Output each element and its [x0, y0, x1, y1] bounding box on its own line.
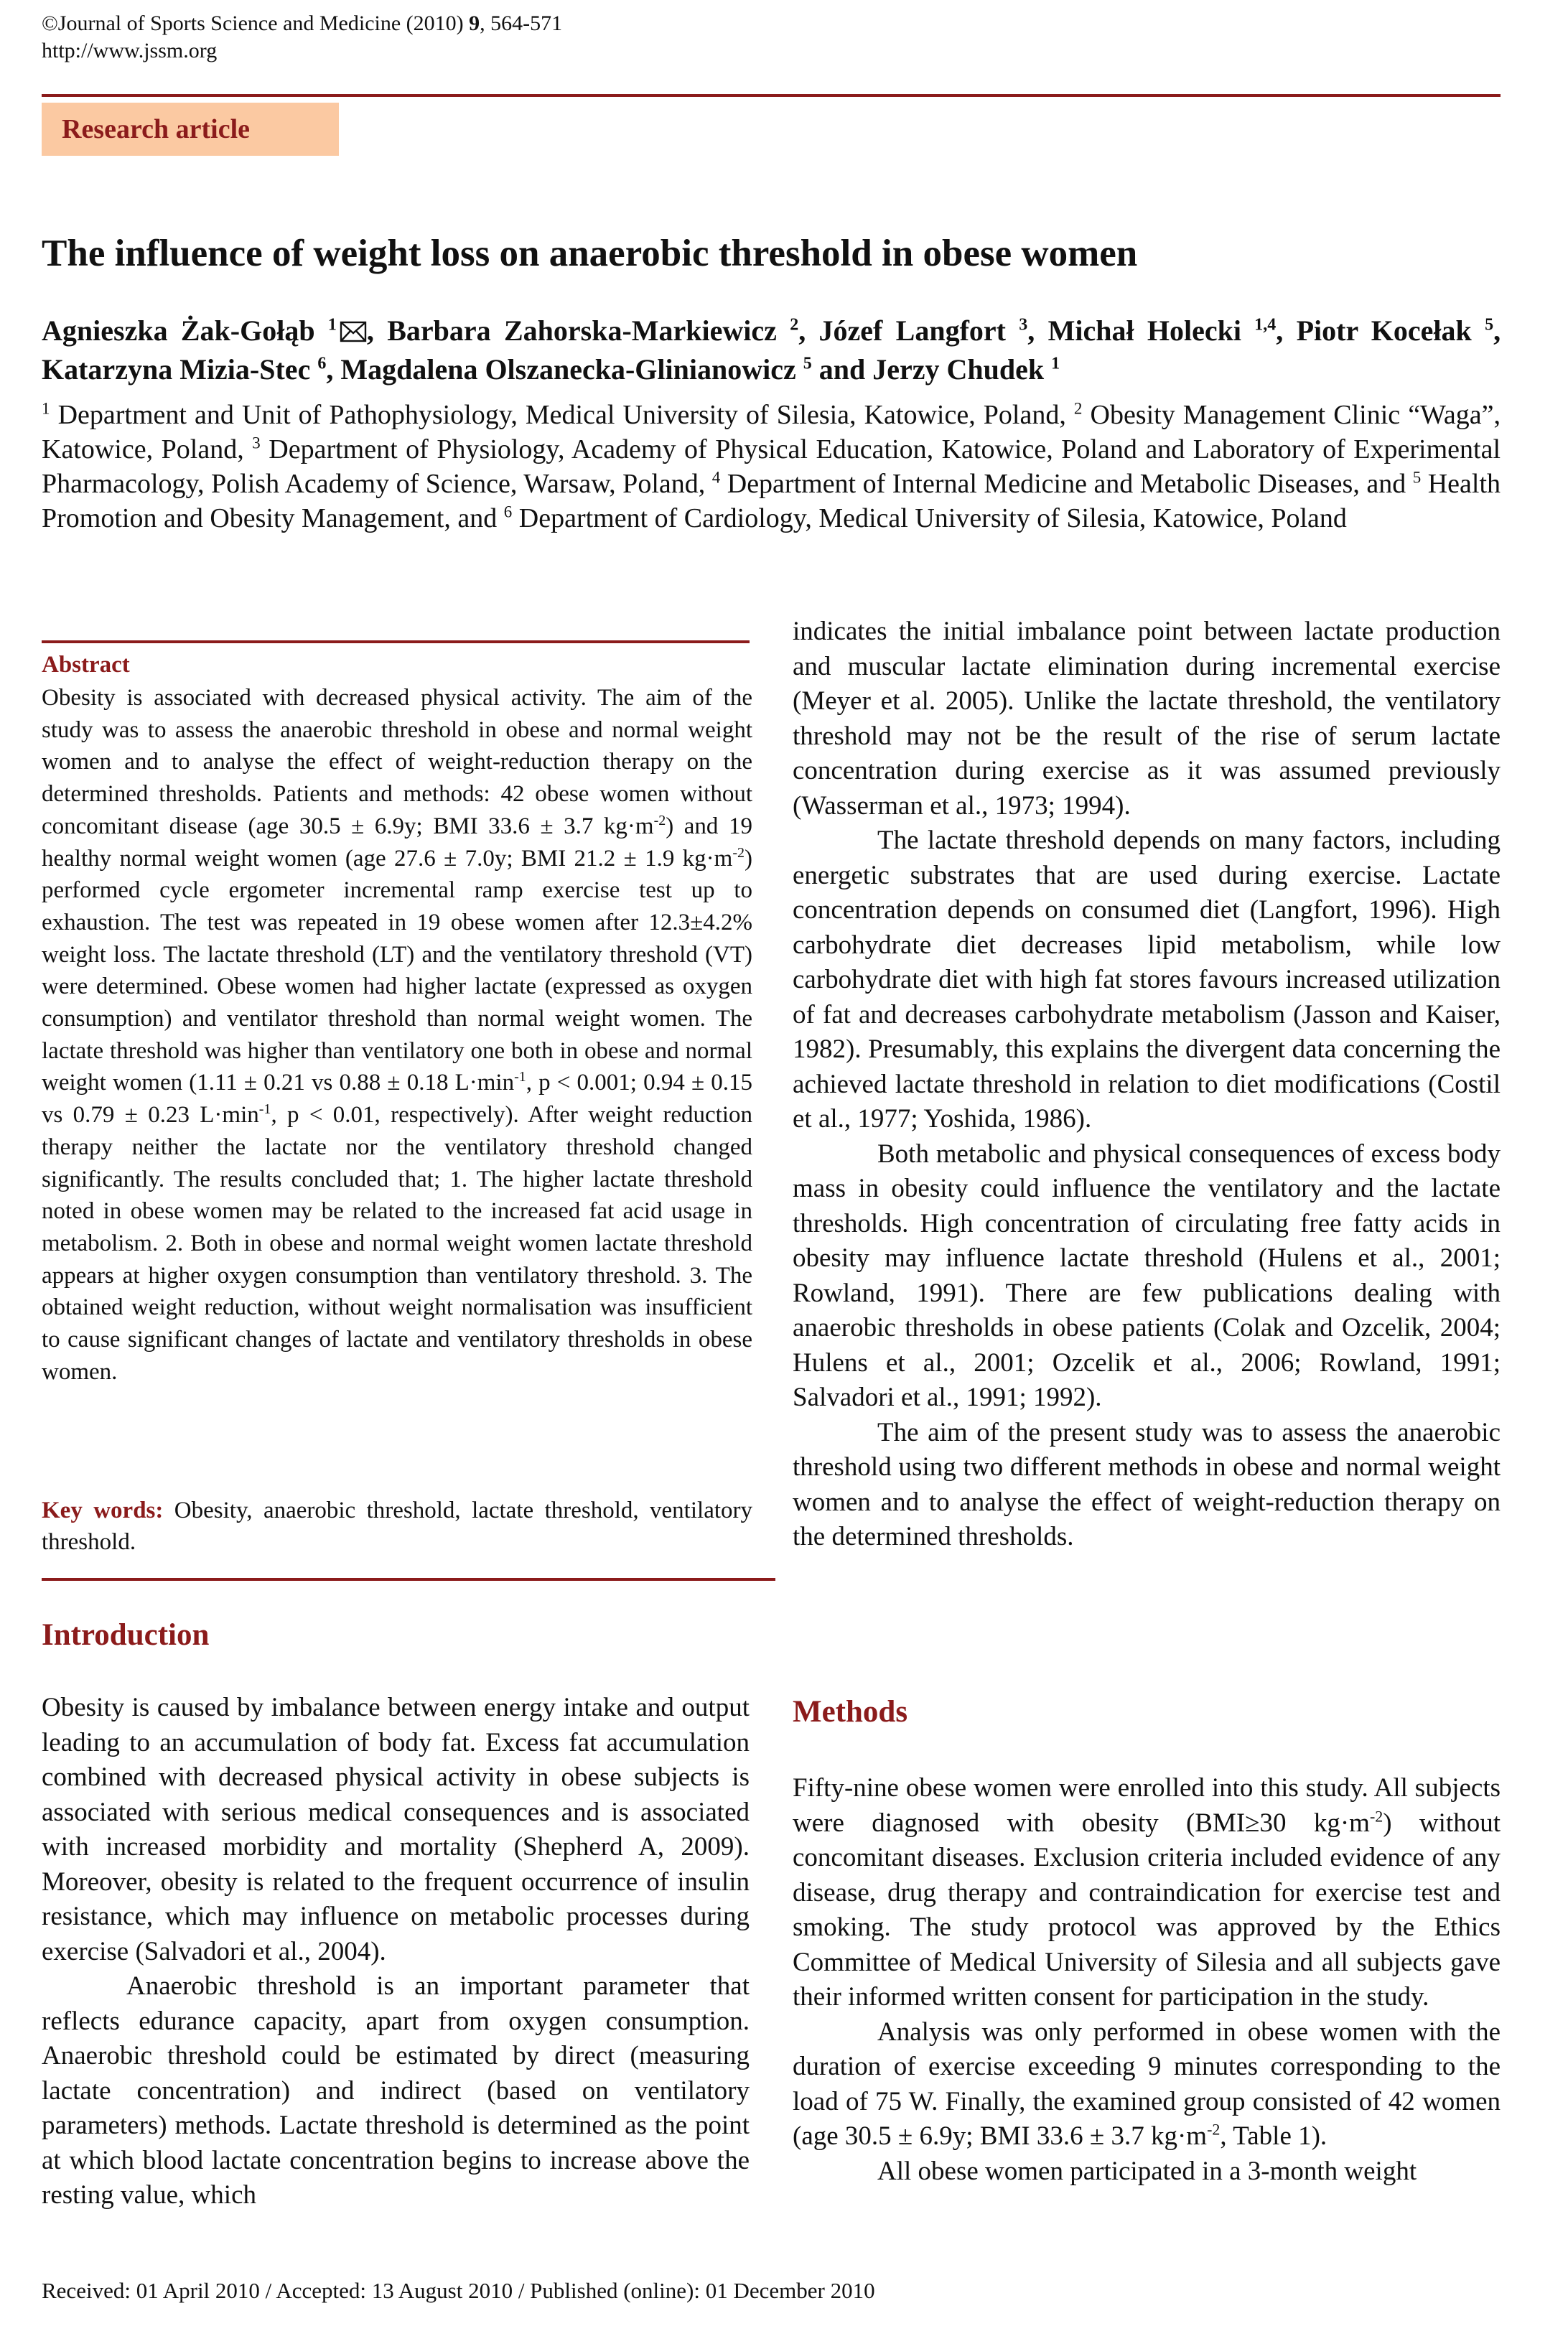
methods-heading: Methods: [793, 1695, 908, 1729]
text-run: All obese women participated in a 3-month weight: [877, 2156, 1417, 2186]
text-run: ) without concomitant diseases. Exclusion criteria included evidence of any disease, drug therapy and contraindication for exercise test and smoking. The study protocol was approved by the Ethics Committee of Medical University of Silesia and all subjects gave their informed written consent for participation in the study.: [793, 1808, 1501, 2012]
journal-pages: , 564-571: [480, 11, 563, 35]
author-separator: ,: [1493, 314, 1501, 347]
author-affiliation-mark: 1: [327, 315, 337, 335]
author-name: Barbara Zahorska-Markiewicz: [387, 314, 777, 347]
affiliation-list: [42, 398, 1501, 536]
author-name: Jerzy Chudek: [872, 353, 1045, 386]
abstract-body: [42, 682, 752, 1388]
journal-volume: 9: [469, 11, 480, 35]
author-separator: ,: [798, 314, 819, 347]
text-run: The lactate threshold depends on many factors, including energetic substrates that are used during exercise. Lactate concentration depends on consumed diet (Langfort, 1996). High carbohydrate diet decreases lipid metabolism, while low carbohydrate diet with high fat stores favours increased utilization of fat and decreases carbohydrate metabolism (Jasson and Kaiser, 1982). Presumably, this explains the divergent data concerning the achieved lactate threshold in relation to diet modifications (Costil et al., 1977; Yoshida, 1986).: [793, 826, 1501, 1134]
affiliation-number: 6: [503, 503, 513, 521]
text-run: , p < 0.01, respectively). After weight reduction therapy neither the lactate nor the ventilatory threshold changed significantly. The results concluded that; 1. The higher lactate threshold noted in obese women may be related to the increased fat acid usage in metabolism. 2. Both in obese and normal weight women lactate threshold appears at higher oxygen consumption than ventilatory threshold. 3. The obtained weight reduction, without weight normalisation was insufficient to cause significant changes of lactate and ventilatory thresholds in obese women.: [42, 1102, 753, 1385]
article-type-badge: Research article: [42, 103, 339, 156]
author-list: [42, 313, 1501, 388]
paragraph: [42, 1969, 750, 2213]
author-name: Katarzyna Mizia-Stec: [42, 353, 311, 386]
affiliation-number: 3: [252, 434, 261, 452]
text-run: The aim of the present study was to assess the anaerobic threshold using two different methods in obese and normal weight women and to analyse the effect of weight-reduction therapy on the determined thresholds.: [793, 1417, 1501, 1551]
affiliation-number: 1: [42, 399, 50, 418]
author-affiliation-mark: 2: [790, 315, 799, 335]
superscript: -1: [514, 1069, 526, 1085]
superscript: -2: [1207, 2120, 1221, 2139]
affiliation-text: Department and Unit of Pathophysiology, Medical University of Silesia, Katowice, Poland,: [50, 400, 1074, 430]
paragraph: [42, 1691, 750, 1969]
paragraph: [793, 2154, 1501, 2190]
affiliation-text: Department of Internal Medicine and Metabolic Diseases, and: [720, 469, 1413, 499]
abstract-bottom-rule: [42, 1578, 775, 1581]
author-affiliation-mark: 3: [1019, 315, 1028, 335]
introduction-heading: Introduction: [42, 1618, 210, 1652]
author-name: Piotr Kocełak: [1296, 314, 1472, 347]
author-affiliation-mark: 1,4: [1254, 315, 1277, 335]
author-separator: and: [811, 353, 873, 386]
affiliation-text: Obesity Management Clinic “Waga”, Katowice, Poland,: [42, 400, 1501, 464]
paragraph: [793, 1771, 1501, 2015]
affiliation-text: Department of Physiology, Academy of Physical Education, Katowice, Poland and Laboratory of Experimental Pharmacology, Polish Academy of Science, Warsaw, Poland,: [42, 434, 1501, 499]
text-run: ) and 19 healthy normal weight women (age 27.6 ± 7.0y; BMI 21.2 ± 1.9 kg·m: [42, 813, 752, 872]
paragraph: [793, 615, 1501, 823]
author-affiliation-mark: 6: [317, 354, 327, 373]
affiliation-number: 2: [1073, 399, 1083, 418]
abstract-heading: Abstract: [42, 652, 130, 678]
affiliation-number: 5: [1412, 468, 1422, 487]
paragraph: [793, 823, 1501, 1137]
author-name: Józef Langfort: [818, 314, 1006, 347]
text-run: , p < 0.001; 0.94 ± 0.15 vs 0.79 ± 0.23 L·min: [42, 1070, 753, 1129]
author-separator: ,: [1276, 314, 1297, 347]
text-run: ) performed cycle ergometer incremental ramp exercise test up to exhaustion. The test was repeated in 19 obese women after 12.3±4.2% weight loss. The lactate threshold (LT) and the ventilatory threshold (VT) were determined. Obese women had higher lactate (expressed as oxygen consumption) and ventilator threshold than normal weight women. The lactate threshold was higher than ventilatory one both in obese and normal weight women (1.11 ± 0.21 vs 0.88 ± 0.18 L·min: [42, 845, 752, 1096]
keywords-label: Key words:: [42, 1498, 164, 1523]
paragraph: [793, 1416, 1501, 1555]
introduction-body: [42, 1691, 750, 2213]
text-run: indicates the initial imbalance point between lactate production and muscular lactate elimination during incremental exercise (Meyer et al. 2005). Unlike the lactate threshold, the ventilatory threshold may not be the result of the rise of serum lactate concentration during exercise as it was assumed previously (Wasserman et al., 1973; 1994).: [793, 617, 1501, 821]
author-separator: ,: [326, 353, 341, 386]
author-affiliation-mark: 5: [803, 354, 812, 373]
author-separator: ,: [366, 314, 388, 347]
author-affiliation-mark: 5: [1485, 315, 1494, 335]
author-name: Agnieszka Żak-Gołąb: [42, 314, 315, 347]
paragraph: [793, 1137, 1501, 1416]
methods-body: [793, 1771, 1501, 2189]
text-run: Fifty-nine obese women were enrolled into this study. All subjects were diagnosed with obesity (BMI≥30 kg·m: [793, 1773, 1501, 1838]
superscript: -2: [1369, 1807, 1383, 1826]
journal-url[interactable]: http://www.jssm.org: [42, 39, 218, 62]
author-separator: ,: [1027, 314, 1048, 347]
header-rule: [42, 94, 1501, 97]
paper-title: The influence of weight loss on anaerobic threshold in obese women: [42, 233, 1138, 274]
publication-dates: Received: 01 April 2010 / Accepted: 13 August 2010 / Published (online): 01 December 2010: [42, 2278, 875, 2303]
journal-name: ©Journal of Sports Science and Medicine (2010): [42, 11, 470, 35]
superscript: -1: [258, 1101, 271, 1118]
text-run: Anaerobic threshold is an important parameter that reflects edurance capacity, apart from oxygen consumption. Anaerobic threshold could be estimated by direct (measuring lactate concentration) and indirect (based on ventilatory parameters) methods. Lactate threshold is determined as the point at which blood lactate concentration begins to increase above the resting value, which: [42, 1971, 750, 2210]
text-run: Obesity is caused by imbalance between energy intake and output leading to an accumulation of body fat. Excess fat accumulation combined with decreased physical activity in obese subjects is associated with serious medical consequences and is associated with increased morbidity and mortality (Shepherd A, 2009). Moreover, obesity is related to the frequent occurrence of insulin resistance, which may influence on metabolic processes during exercise (Salvadori et al., 2004).: [42, 1693, 750, 1966]
author-name: Magdalena Olszanecka-Glinianowicz: [340, 353, 796, 386]
superscript: -2: [653, 812, 666, 828]
paragraph: [793, 2015, 1501, 2154]
author-affiliation-mark: 1: [1051, 354, 1060, 373]
affiliation-text: Health Promotion and Obesity Management, and: [42, 469, 1501, 533]
journal-header: [42, 10, 562, 65]
text-run: Obesity is associated with decreased physical activity. The aim of the study was to assess the anaerobic threshold in obese and normal weight women and to analyse the effect of weight-reduction therapy on the determined thresholds. Patients and methods: 42 obese women without concomitant disease (age 30.5 ± 6.9y; BMI 33.6 ± 3.7 kg·m: [42, 685, 752, 839]
keywords: [42, 1495, 752, 1558]
text-run: , Table 1).: [1220, 2121, 1327, 2151]
keywords-text: Obesity, anaerobic threshold, lactate threshold, ventilatory threshold.: [42, 1498, 752, 1555]
journal-citation: [42, 10, 562, 37]
envelope-icon[interactable]: [340, 316, 367, 352]
abstract-top-rule: [42, 640, 750, 643]
right-column-body: [793, 615, 1501, 1555]
affiliation-number: 4: [711, 468, 721, 487]
text-run: Analysis was only performed in obese women with the duration of exercise exceeding 9 minutes corresponding to the load of 75 W. Finally, the examined group consisted of 42 women (age 30.5 ± 6.9y; BMI 33.6 ± 3.7 kg·m: [793, 2017, 1501, 2151]
author-name: Michał Holecki: [1047, 314, 1241, 347]
text-run: Both metabolic and physical consequences of excess body mass in obesity could influence the ventilatory and the lactate thresholds. High concentration of circulating free fatty acids in obesity may influence lactate threshold (Hulens et al., 2001; Rowland, 1991). There are few publications dealing with anaerobic thresholds in obese patients (Colak and Ozcelik, 2004; Hulens et al., 2001; Ozcelik et al., 2006; Rowland, 1991; Salvadori et al., 1991; 1992).: [793, 1139, 1501, 1412]
affiliation-text: Department of Cardiology, Medical University of Silesia, Katowice, Poland: [512, 503, 1347, 533]
superscript: -2: [732, 844, 745, 861]
